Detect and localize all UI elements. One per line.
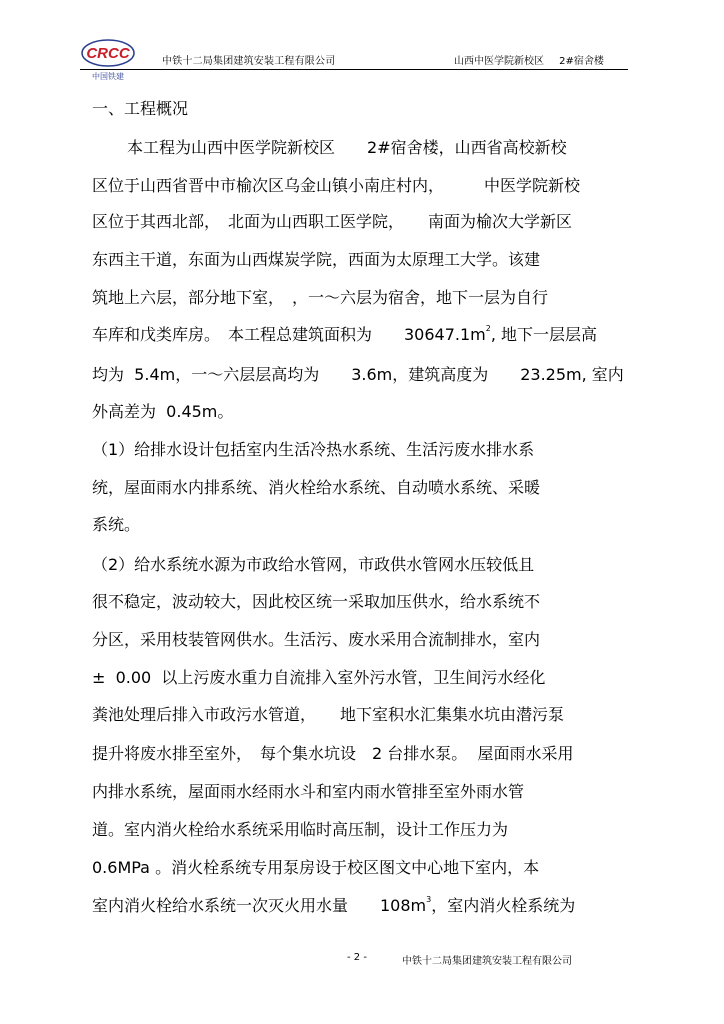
- body-line: 系统。: [92, 515, 141, 534]
- body-line-volume: [92, 896, 575, 916]
- body-line: 分区，采用枝装管网供水。生活污、废水采用合流制排水，室内: [92, 630, 541, 649]
- body-text: , 地下一层层高: [490, 325, 598, 344]
- footer-company: 中铁十二局集团建筑安装工程有限公司: [402, 956, 572, 967]
- body-line: 均为 5.4m，一～六层层高均为 3.6m，建筑高度为 23.25m, 室内: [92, 365, 624, 384]
- header-company: 中铁十二局集团建筑安装工程有限公司: [162, 56, 336, 67]
- body-line: 提升将废水排至室外， 每个集水坑设 2 台排水泵。 屋面雨水采用: [92, 744, 574, 763]
- body-line: 0.6MPa 。消火栓系统专用泵房设于校区图文中心地下室内，本: [92, 858, 540, 877]
- body-line: 区位于其西北部， 北面为山西职工医学院， 南面为榆次大学新区: [92, 212, 573, 231]
- header-project: 山西中医学院新校区 2#宿舍楼: [454, 56, 604, 67]
- superscript: 2: [485, 324, 491, 333]
- page-number: - 2 -: [347, 952, 367, 963]
- body-line: 道。室内消火栓给水系统采用临时高压制，设计工作压力为: [92, 820, 509, 839]
- body-line: ± 0.00 以上污废水重力自流排入室外污水管，卫生间污水经化: [92, 668, 546, 687]
- body-line-area: [92, 325, 597, 345]
- superscript: 3: [426, 895, 432, 904]
- body-line: 内排水系统，屋面雨水经雨水斗和室内雨水管排至室外雨水管: [92, 782, 525, 801]
- body-text: 室内消火栓给水系统一次灭火用水量 108m: [92, 896, 427, 915]
- body-line: （2）给水系统水源为市政给水管网，市政供水管网水压较低且: [92, 555, 535, 574]
- section-heading: 一、工程概况: [92, 99, 189, 118]
- body-line: 外高差为 0.45m。: [92, 402, 234, 421]
- body-line: 很不稳定，波动较大，因此校区统一采取加压供水，给水系统不: [92, 592, 541, 611]
- body-line: 统，屋面雨水内排系统、消火栓给水系统、自动喷水系统、采暖: [92, 478, 541, 497]
- body-line: 筑地上六层，部分地下室， ，一～六层为宿舍，地下一层为自行: [92, 288, 549, 307]
- logo-text: CRCC: [86, 45, 130, 62]
- body-line: 东西主干道，东面为山西煤炭学院，西面为太原理工大学。该建: [92, 250, 541, 269]
- body-text: 车库和戊类库房。 本工程总建筑面积为 30647.1m: [92, 325, 486, 344]
- body-line: 粪池处理后排入市政污水管道， 地下室积水汇集集水坑由潜污泵: [92, 705, 565, 724]
- company-logo: [80, 36, 136, 82]
- body-line: 本工程为山西中医学院新校区 2#宿舍楼，山西省高校新校: [127, 138, 567, 157]
- header-rule: [80, 69, 628, 70]
- body-line: （1）给排水设计包括室内生活冷热水系统、生活污废水排水系: [92, 440, 535, 459]
- body-line: 区位于山西省晋中市榆次区乌金山镇小南庄村内， 中医学院新校: [92, 176, 581, 195]
- logo-caption: 中国铁建: [92, 72, 124, 81]
- body-text: ，室内消火栓系统为: [431, 896, 576, 915]
